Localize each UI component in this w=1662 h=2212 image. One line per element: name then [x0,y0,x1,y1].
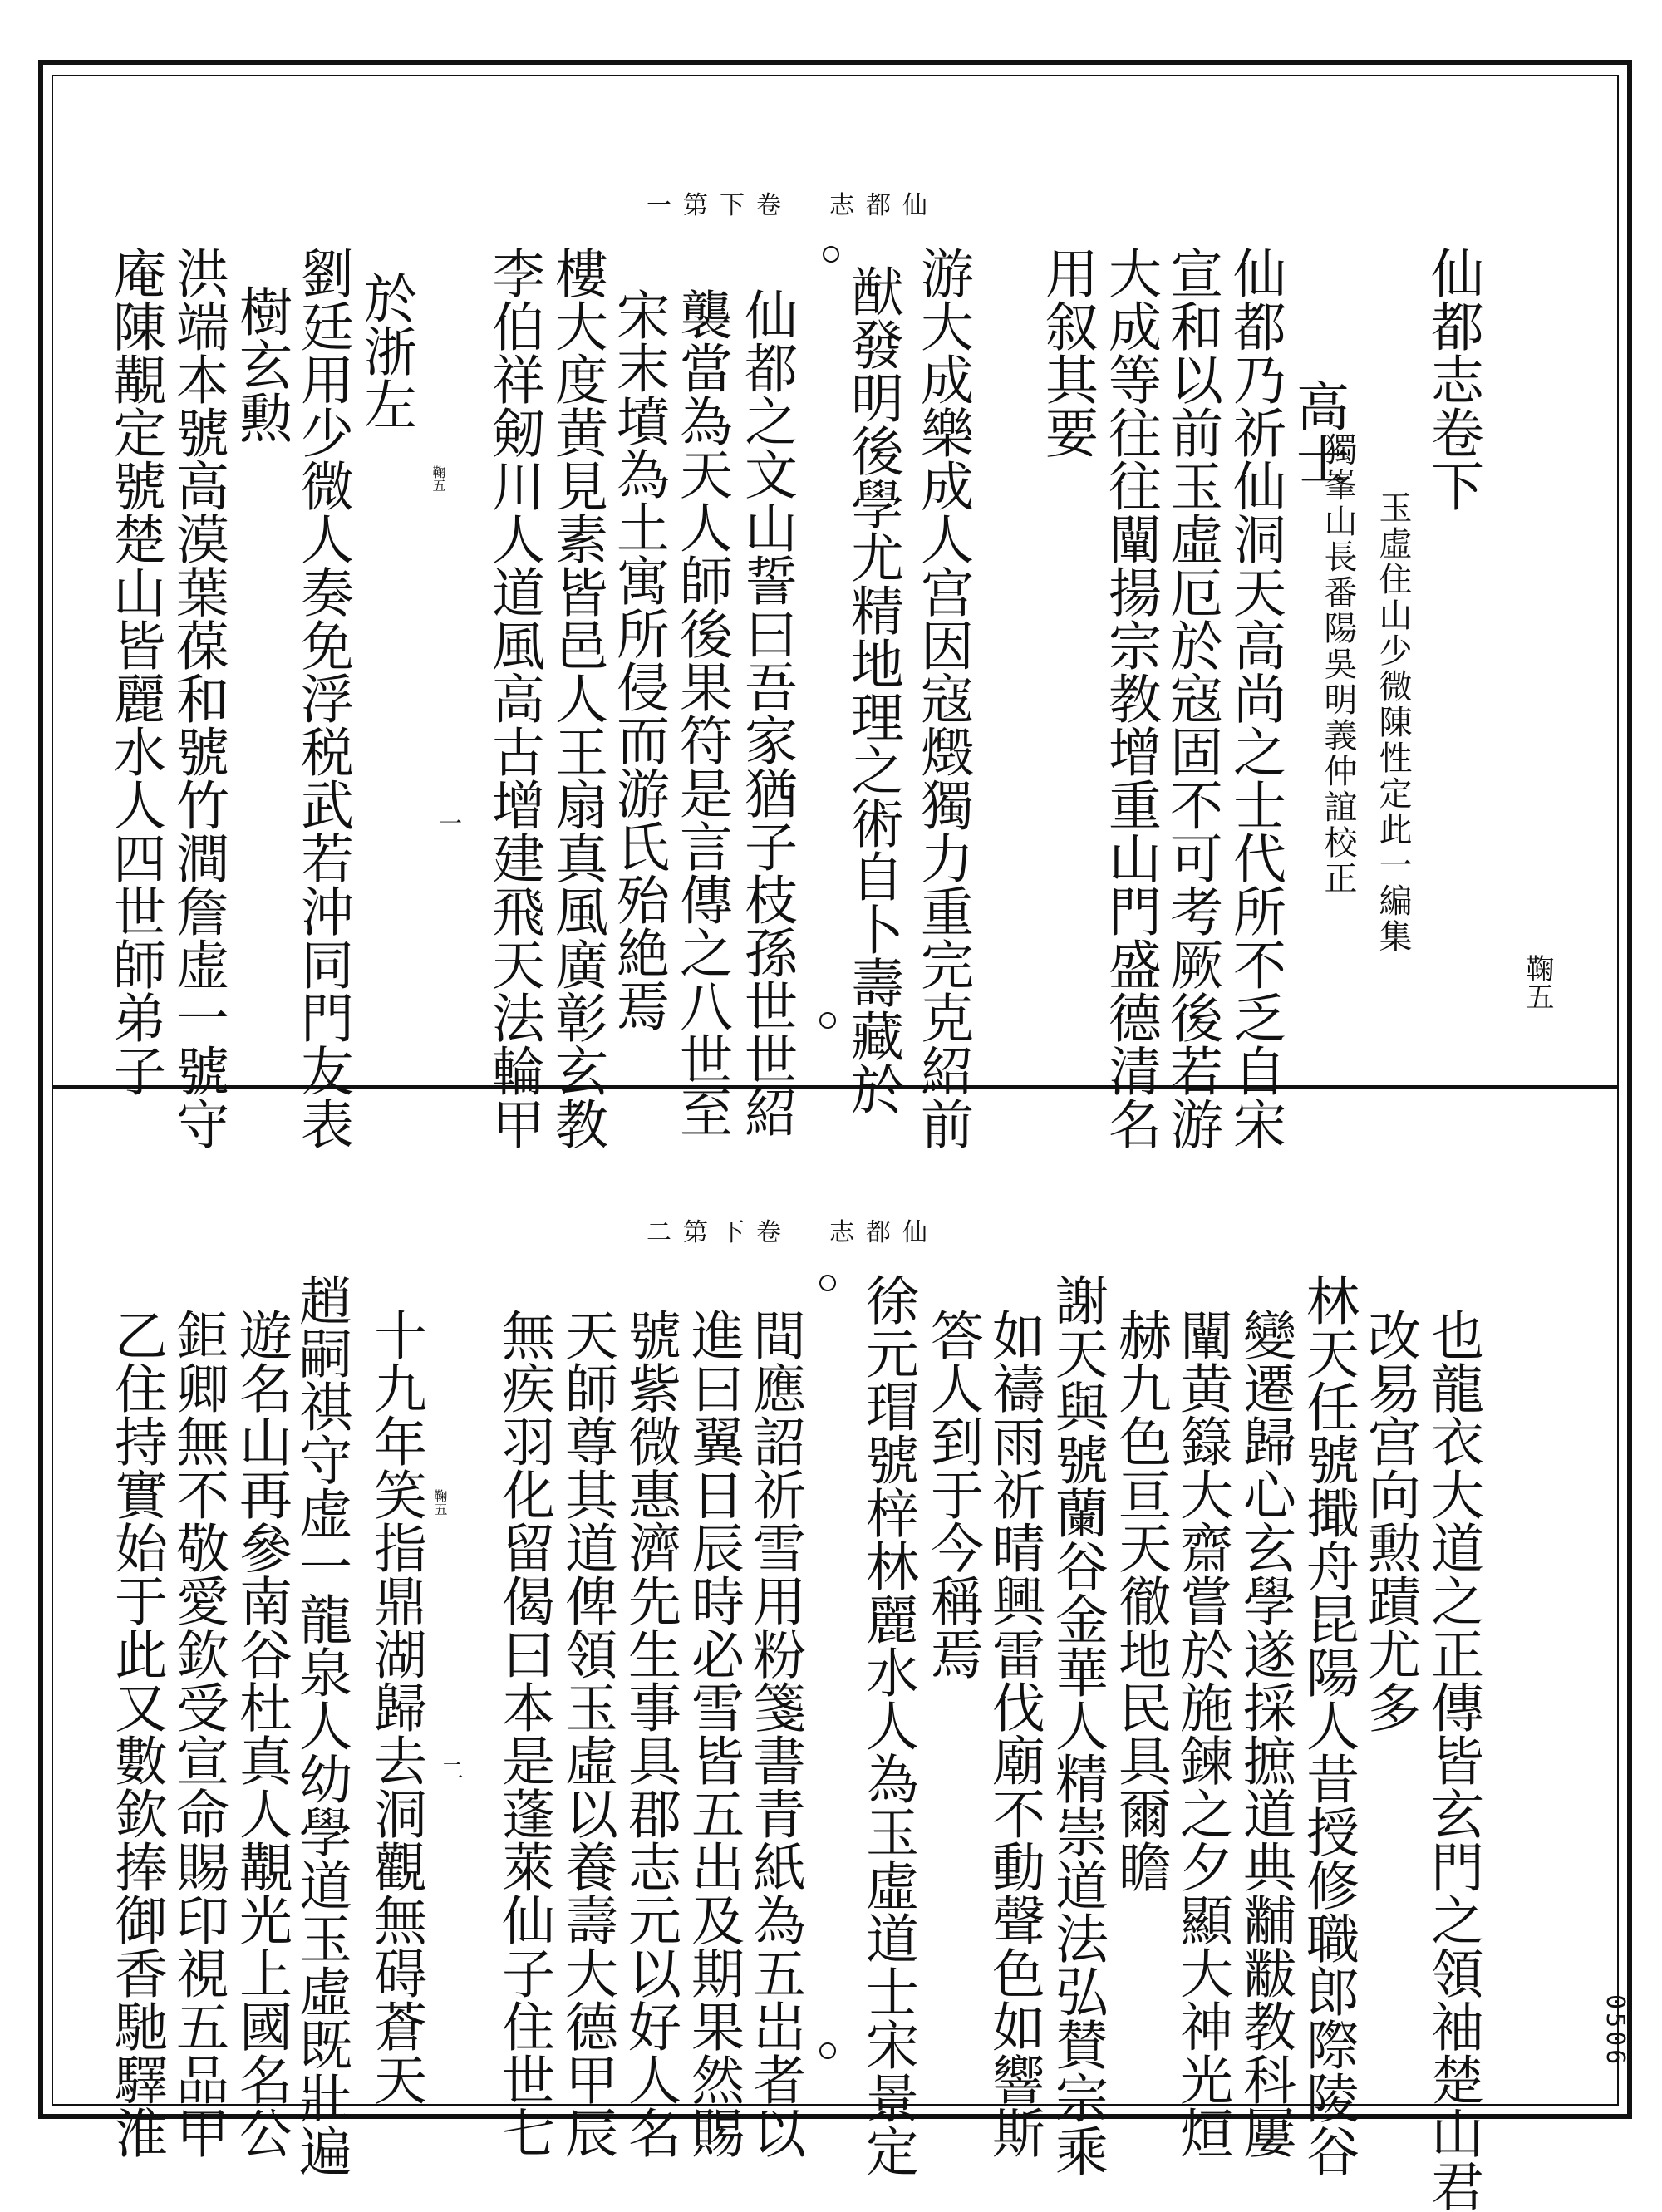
top-column: 游大成樂成人宫因寇燬獨力重完克紹前 [912,246,973,1150]
top-column: 樓大度黄見素皆邑人王扇真風廣彰玄教 [546,246,607,1150]
bottom-column: 改易宫向勲蹟尤多 [1359,1308,1420,1733]
bottom-column: 趙嗣祺守虚一龍泉人幼學道玉虛既壯遍 [290,1273,352,2177]
bottom-column: 號紫微惠濟先生事具郡志元以好人名 [619,1308,681,2159]
top-circle-mark [819,1012,836,1029]
bottom-column: 林天任號擑舟昆陽人昔授修職郎際陵谷 [1297,1273,1359,2177]
top-column: 仙都乃祈仙洞天高尚之士代所不乏自宋 [1224,246,1286,1150]
bottom-column: 闡黄籙大齋嘗於施鍊之夕顯大神光烜 [1171,1308,1232,2159]
bottom-column: 十九年笑指鼎湖歸去洞觀無碍蒼天 [365,1308,426,2106]
bottom-column: 赫九色亘天徹地民具爾瞻 [1109,1308,1171,1893]
bottom-header: 二第下卷 志都仙 [647,1218,939,1247]
bottom-column: 無疾羽化留偈曰本是蓬萊仙子住世七 [493,1308,554,2159]
top-column: 樹玄勲 [230,284,292,444]
top-column: 庵陳覯定號楚山皆麗水人四世師弟子 [104,246,165,1097]
top-circle-mark [823,246,839,263]
top-column: 洪端本號高漠葉葆和號竹澗詹虚一號守 [167,246,229,1150]
top-column: 猷發明後學尤精地理之術自卜壽藏於 [842,264,903,1115]
bottom-column: 乙住持實始于此又數欽捧御香馳驛淮 [106,1308,167,2159]
top-center-note: 鞠五 [430,465,446,492]
page-number: 0506 [1601,1994,1630,2068]
bottom-leaf-mark: 二 [437,1758,465,1782]
bottom-circle-mark [819,1275,836,1291]
top-column: 用叙其要 [1036,246,1098,459]
bottom-column: 徐元瑁號梓林麗水人為玉虛道士宋景定 [857,1273,918,2177]
top-side-label: 鞠五 [1521,954,1554,1010]
top-column: 李伯祥剱川人道風高古增建飛天法輪甲 [483,246,544,1150]
top-leaf-mark: 一 [435,811,463,834]
bottom-center-note: 鞠五 [432,1489,448,1516]
top-column: 宋末墳為土寓所侵而游氏殆絶焉 [607,288,669,1032]
top-column: 宣和以前玉虛厄於寇固不可考厥後若游 [1161,246,1222,1150]
bottom-column: 也龍衣大道之正傳皆玄門之領袖楚山君 [1422,1308,1483,2212]
top-column: 襲當為天人師後果符是言傳之八世至 [671,288,732,1138]
bottom-column: 天師尊其道俾領玉虛以養壽大德甲辰 [556,1308,617,2159]
top-column: 高士 [1287,379,1349,485]
page-divider [52,1085,1619,1089]
top-column: 劉廷用少微人奏免浮税武若沖同門友表 [292,246,353,1150]
top-column: 於浙左 [355,271,416,430]
bottom-column: 變遷歸心玄學遂採摭道典黼黻教科屢 [1234,1308,1296,2159]
bottom-column: 謝天與號蘭谷金華人精崇道法弘賛宗乘 [1046,1273,1108,2177]
bottom-column: 答人到于今稱焉 [922,1308,983,1680]
bottom-column: 進曰翼日辰時必雪皆五出及期果然賜 [682,1308,744,2159]
top-column: 獨峯山長番陽吳明義仲誼校正 [1319,432,1357,897]
top-column: 大成等往往闡揚宗教增重山門盛德清名 [1099,246,1161,1150]
top-column: 仙都志卷下 [1422,246,1483,512]
top-column: 玉虛住山少微陳性定此一編集 [1374,490,1412,955]
top-column: 仙都之文山誓曰吾家猶子枝孫世世紹 [735,288,797,1138]
bottom-column: 間應詔祈雪用粉箋書青紙為五岀者以 [744,1308,805,2159]
bottom-column: 如禱雨祈晴興雷伐廟不動聲色如響斯 [983,1308,1045,2159]
bottom-column: 遊名山再參南谷杜真人覯光上國名公 [230,1308,292,2159]
bottom-circle-mark [819,2042,836,2059]
top-header: 一第下卷 志都仙 [647,191,939,220]
bottom-column: 鉅卿無不敬愛欽受宣命賜印視五品甲 [167,1308,229,2159]
